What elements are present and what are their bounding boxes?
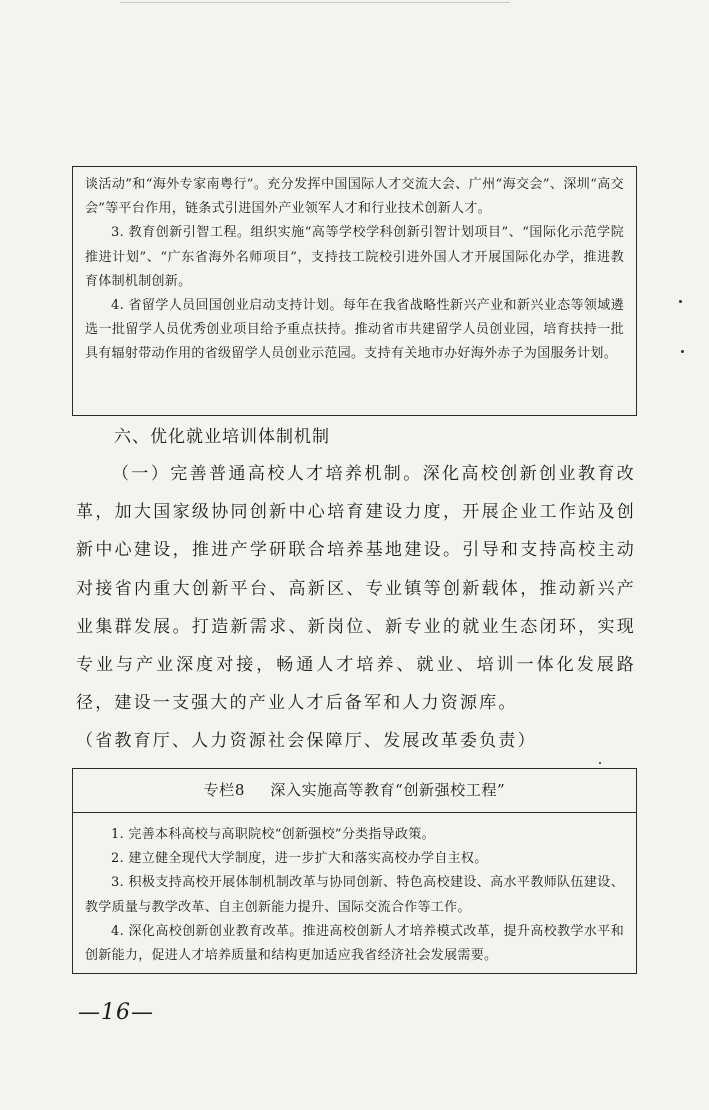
responsible-departments: （省教育厅、人力资源社会保障厅、发展改革委负责） [76,731,537,752]
scan-speck [679,300,682,303]
box-paragraph: 3. 教育创新引智工程。组织实施“高等学校学科创新引智计划项目”、“国际化示范学院推进计划”、“广东省海外名师项目”，支持技工院校引进外国人才开展国际化办学，推进教育体制机制创新。 [85,225,624,289]
body-paragraph: （一）完善普通高校人才培养机制。深化高校创新创业教育改革，加大国家级协同创新中心培育建设力度，开展企业工作站及创新中心建设，推进产学研联合培养基地建设。引导和支持高校主动对接省内重大创新平台、高新区、专业镇等创新载体，推动新兴产业集群发展。打造新需求、新岗位、新专业的就业生态闭环，实现专业与产业深度对接，畅通人才培养、就业、培训一体化发展路径，建设一支强大的产业人才后备军和人力资源库。 [76,464,636,714]
column-title: 深入实施高等教育“创新强校工程” [270,781,506,799]
scan-top-edge [120,2,510,3]
box-paragraph: 谈活动”和“海外专家南粤行”。充分发挥中国国际人才交流大会、广州“海交会”、深圳“高交会”等平台作用，链条式引进国外产业领军人才和行业技术创新人才。 [85,177,624,217]
column-item: 3. 积极支持高校开展体制机制改革与协同创新、特色高校建设、高水平教师队伍建设、教学质量与教学改革、自主创新能力提升、国际交流合作等工作。 [85,875,624,915]
scan-speck [681,350,684,353]
scan-speck [599,762,601,764]
body-section [76,455,636,761]
box-paragraph: 4. 省留学人员回国创业启动支持计划。每年在我省战略性新兴产业和新兴业态等领域遴选一批留学人员优秀创业项目给予重点扶持。推动省市共建留学人员创业园，培育扶持一批具有辐射带动作用的省级留学人员创业示范园。支持有关地市办好海外赤子为国服务计划。 [85,298,624,362]
section-heading: 六、优化就业培训体制机制 [114,427,330,447]
column-item: 1. 完善本科高校与高职院校“创新强校”分类指导政策。 [111,827,435,842]
column-box-8 [72,768,637,974]
column-item: 4. 深化高校创新创业教育改革。推进高校创新人才培养模式改革，提升高校教学水平和创新能力，促进人才培养质量和结构更加适应我省经济社会发展需要。 [85,923,624,964]
column-label: 专栏8 [203,781,245,799]
column-item: 2. 建立健全现代大学制度，进一步扩大和落实高校办学自主权。 [111,851,488,867]
column-title-row [73,769,636,813]
sidebar-box-talent-programs [72,166,637,416]
page-number: —16— [78,1000,154,1025]
